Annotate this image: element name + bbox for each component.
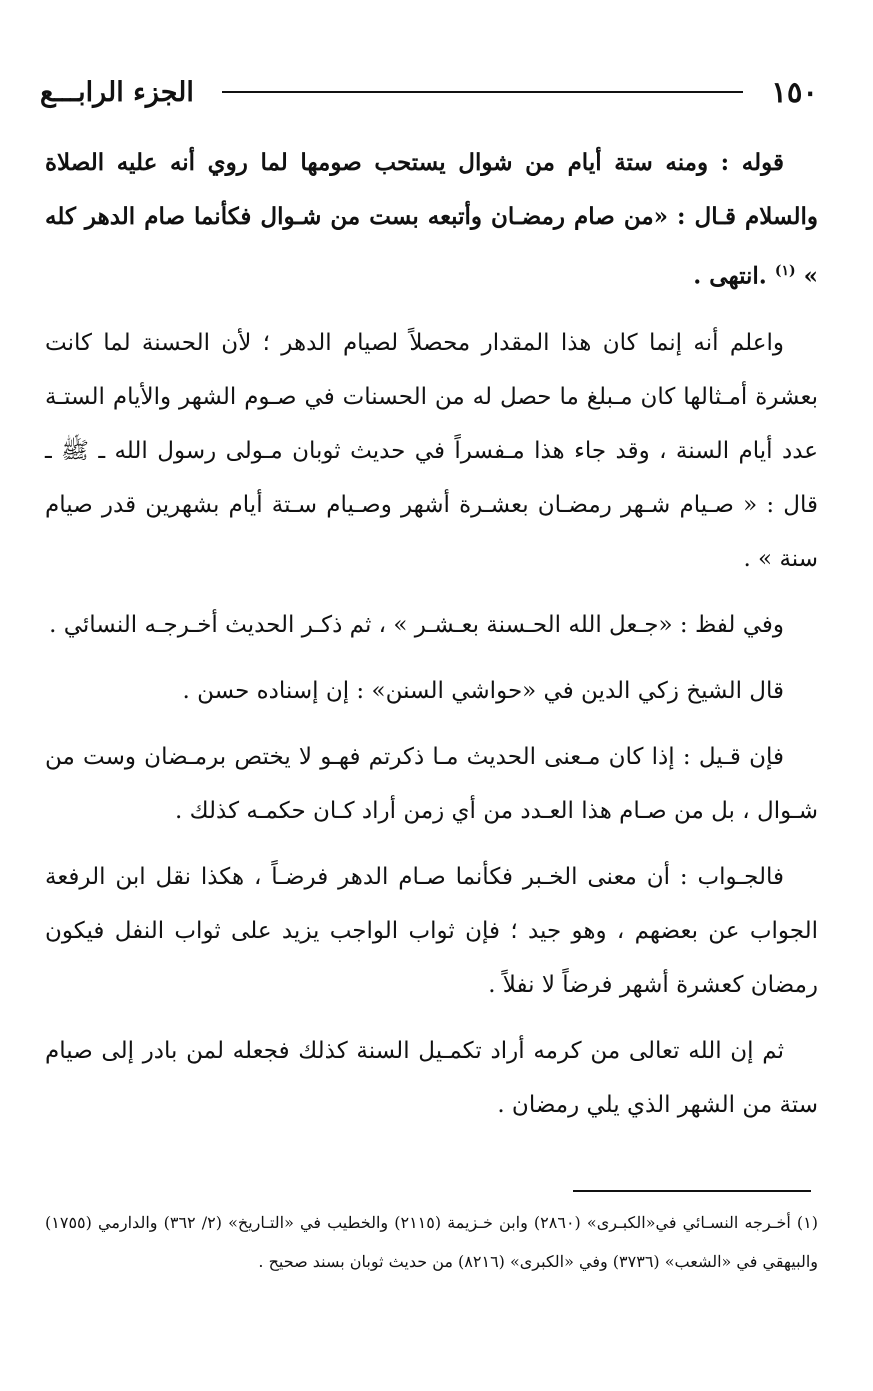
header-rule bbox=[222, 91, 743, 93]
paragraph: واعلم أنه إنما كان هذا المقدار محصلاً لصيام الدهر ؛ لأن الحسنة لما كانت بعشرة أمـثالها كان مـبلغ ما حصل له من الحسنات في صـوم الشهر والأيام الستـة عدد أيام السنة ، وقد جاء هذا مـفسراً في حديث ثوبان مـولى رسول الله ـ ﷺ ـ قال : « صـيام شـهر رمضـان بعشـرة أشهر وصـيام سـتة أيام بشهرين قدر صيام سنة » . bbox=[45, 329, 818, 572]
footnotes bbox=[45, 1203, 818, 1281]
paragraph: وفي لفظ : «جـعل الله الحـسنة بعـشـر » ، ثم ذكـر الحديث أخـرجـه النسائي . bbox=[49, 611, 784, 638]
paragraph: فالجـواب : أن معنى الخـبر فكأنما صـام الدهر فرضـاً ، هكذا نقل ابن الرفعة الجواب عن بعضهم ، وهو جيد ؛ فإن ثواب الواجب يزيد على ثواب النفل فيكون رمضان كعشرة أشهر فرضاً لا نفلاً . bbox=[45, 863, 818, 998]
paragraph-tail: .انتهى . bbox=[693, 262, 775, 290]
paragraph-quote bbox=[45, 136, 818, 304]
paragraph: فإن قـيل : إذا كان مـعنى الحديث مـا ذكرتم فهـو لا يختص برمـضان وست من شـوال ، بل من صـام هذا العـدد من أي زمن أراد كـان حكمـه كذلك . bbox=[45, 743, 818, 824]
footnote: (١) أخـرجه النسـائي في«الكبـرى» (٢٨٦٠) وابن خـزيمة (٢١١٥) والخطيب في «التـاريخ» (٢/ ٣٦٢) والدارمي (١٧٥٥) والبيهقي في «الشعب» (٣٧٣٦) وفي «الكبرى» (٨٢١٦) من حديث ثوبان بسند صحيح . bbox=[45, 1213, 818, 1271]
footnote-rule bbox=[573, 1190, 811, 1192]
body-text bbox=[45, 136, 818, 1144]
paragraph: قال الشيخ زكي الدين في «حواشي السنن» : إن إسناده حسن . bbox=[182, 677, 784, 704]
paragraph: ثم إن الله تعالى من كرمه أراد تكمـيل السنة كذلك فجعله لمن بادر إلى صيام ستة من الشهر الذي يلي رمضان . bbox=[45, 1037, 818, 1118]
page-number: ١٥٠ bbox=[771, 75, 818, 109]
paragraph-text: قوله : ومنه ستة أيام من شوال يستحب صومها لما روي أنه عليه الصلاة والسلام قـال : «من صام رمضـان وأتبعه بست من شـوال فكأنما صام الدهر كله » bbox=[45, 149, 818, 290]
page-header bbox=[40, 70, 818, 114]
footnote-reference: (١) bbox=[774, 263, 796, 279]
running-title: الجزء الرابـــع bbox=[40, 76, 194, 108]
